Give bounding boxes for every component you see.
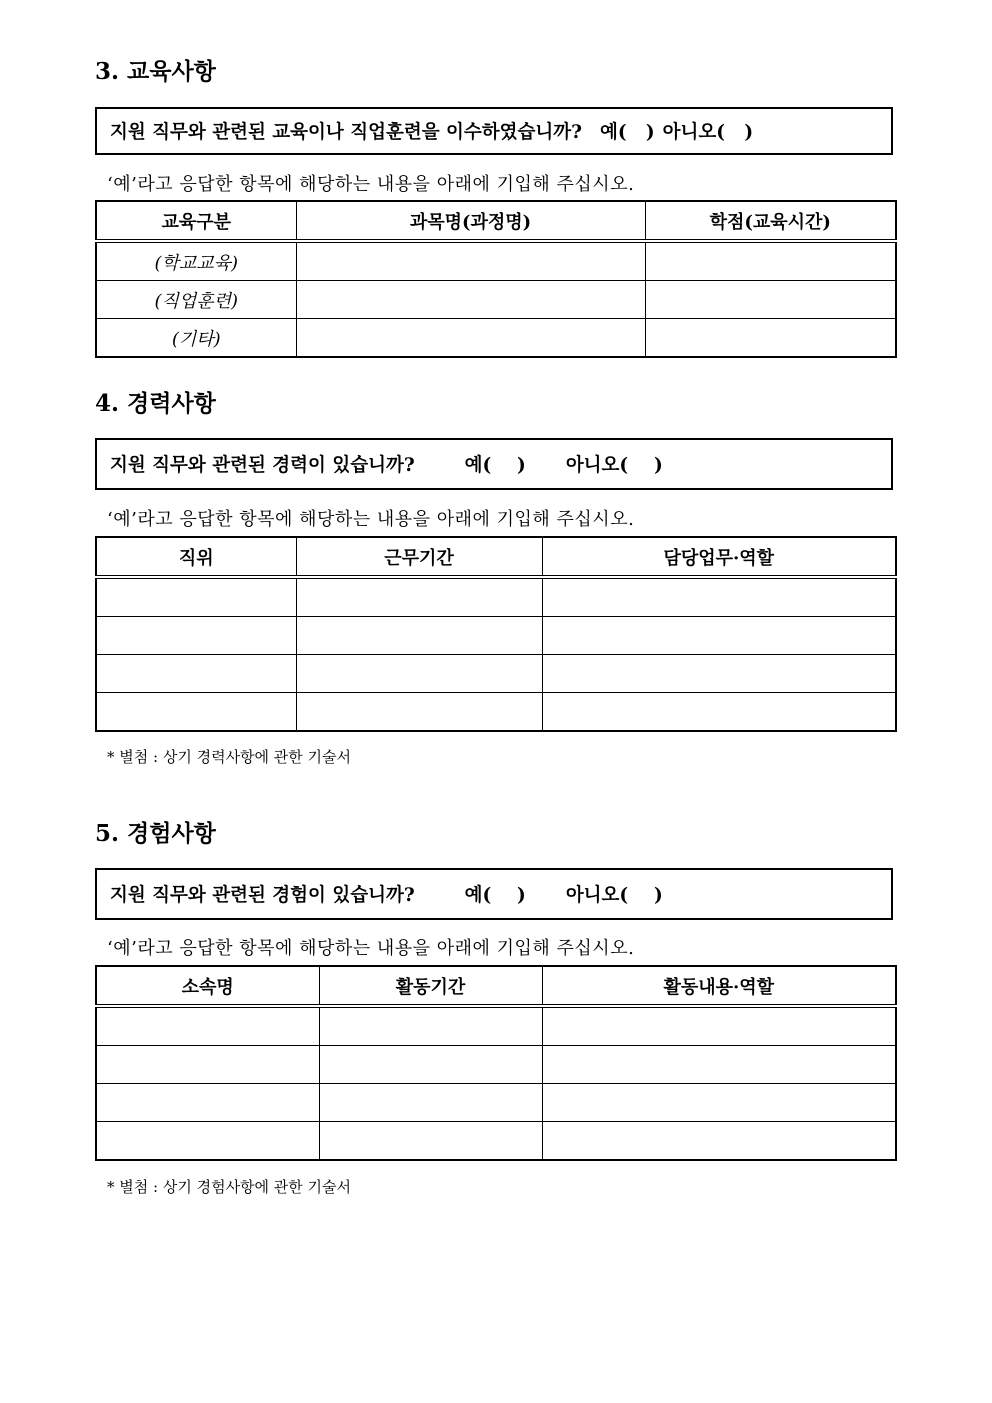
activity-content-cell[interactable] [542, 1122, 896, 1161]
experience-no-checkbox[interactable]: 아니오( ) [565, 885, 663, 906]
table-header-row [96, 201, 896, 241]
experience-instruction: ‘예’라고 응답한 항목에 해당하는 내용을 아래에 기입해 주십시오. [107, 938, 635, 959]
header-position: 직위 [96, 537, 296, 577]
career-question-box [95, 438, 893, 490]
work-period-cell[interactable] [296, 577, 542, 617]
activity-content-cell[interactable] [542, 1046, 896, 1084]
row-label-vocational: (직업훈련) [96, 281, 296, 319]
activity-period-cell[interactable] [319, 1006, 542, 1046]
career-instruction: ‘예’라고 응답한 항목에 해당하는 내용을 아래에 기입해 주십시오. [107, 509, 635, 530]
experience-attachment-note: * 별첨 : 상기 경험사항에 관한 기술서 [107, 1178, 352, 1196]
credits-cell[interactable] [645, 319, 896, 358]
experience-yes-checkbox[interactable]: 예( ) [464, 885, 526, 906]
table-row [96, 655, 896, 693]
course-name-cell[interactable] [296, 319, 645, 358]
organization-cell[interactable] [96, 1122, 319, 1161]
table-row [96, 1046, 896, 1084]
education-question: 지원 직무와 관련된 교육이나 직업훈련을 이수하였습니까? [110, 122, 582, 143]
table-header-row [96, 537, 896, 577]
career-attachment-note: * 별첨 : 상기 경력사항에 관한 기술서 [107, 748, 352, 766]
header-work-period: 근무기간 [296, 537, 542, 577]
education-question-box [95, 107, 893, 155]
career-question: 지원 직무와 관련된 경력이 있습니까? [110, 455, 415, 476]
activity-period-cell[interactable] [319, 1084, 542, 1122]
organization-cell[interactable] [96, 1006, 319, 1046]
duties-cell[interactable] [542, 617, 896, 655]
header-activity-content: 활동내용·역할 [542, 966, 896, 1006]
duties-cell[interactable] [542, 577, 896, 617]
experience-table [95, 965, 897, 1161]
experience-section-title: 5. 경험사항 [95, 820, 216, 847]
organization-cell[interactable] [96, 1084, 319, 1122]
header-organization: 소속명 [96, 966, 319, 1006]
header-course-name: 과목명(과정명) [296, 201, 645, 241]
activity-content-cell[interactable] [542, 1006, 896, 1046]
table-row [96, 281, 896, 319]
duties-cell[interactable] [542, 655, 896, 693]
header-duties: 담당업무·역할 [542, 537, 896, 577]
experience-question-box [95, 868, 893, 920]
organization-cell[interactable] [96, 1046, 319, 1084]
table-row [96, 693, 896, 732]
career-no-checkbox[interactable]: 아니오( ) [565, 455, 663, 476]
table-row [96, 1122, 896, 1161]
duties-cell[interactable] [542, 693, 896, 732]
education-yes-checkbox[interactable]: 예( ) [599, 122, 655, 143]
education-section-title: 3. 교육사항 [95, 58, 216, 85]
course-name-cell[interactable] [296, 281, 645, 319]
position-cell[interactable] [96, 693, 296, 732]
table-header-row [96, 966, 896, 1006]
work-period-cell[interactable] [296, 693, 542, 732]
activity-period-cell[interactable] [319, 1122, 542, 1161]
activity-content-cell[interactable] [542, 1084, 896, 1122]
table-row [96, 617, 896, 655]
education-table [95, 200, 897, 358]
education-instruction: ‘예’라고 응답한 항목에 해당하는 내용을 아래에 기입해 주십시오. [107, 174, 635, 195]
row-label-other: (기타) [96, 319, 296, 358]
credits-cell[interactable] [645, 241, 896, 281]
work-period-cell[interactable] [296, 617, 542, 655]
position-cell[interactable] [96, 617, 296, 655]
header-category: 교육구분 [96, 201, 296, 241]
career-table [95, 536, 897, 732]
table-row [96, 1006, 896, 1046]
position-cell[interactable] [96, 655, 296, 693]
education-no-checkbox[interactable]: 아니오( ) [662, 122, 754, 143]
course-name-cell[interactable] [296, 241, 645, 281]
work-period-cell[interactable] [296, 655, 542, 693]
table-row [96, 1084, 896, 1122]
career-section-title: 4. 경력사항 [95, 390, 216, 417]
table-row [96, 241, 896, 281]
position-cell[interactable] [96, 577, 296, 617]
activity-period-cell[interactable] [319, 1046, 542, 1084]
career-yes-checkbox[interactable]: 예( ) [464, 455, 526, 476]
header-credits: 학점(교육시간) [645, 201, 896, 241]
row-label-school: (학교교육) [96, 241, 296, 281]
table-row [96, 319, 896, 358]
credits-cell[interactable] [645, 281, 896, 319]
table-row [96, 577, 896, 617]
experience-question: 지원 직무와 관련된 경험이 있습니까? [110, 885, 415, 906]
header-activity-period: 활동기간 [319, 966, 542, 1006]
